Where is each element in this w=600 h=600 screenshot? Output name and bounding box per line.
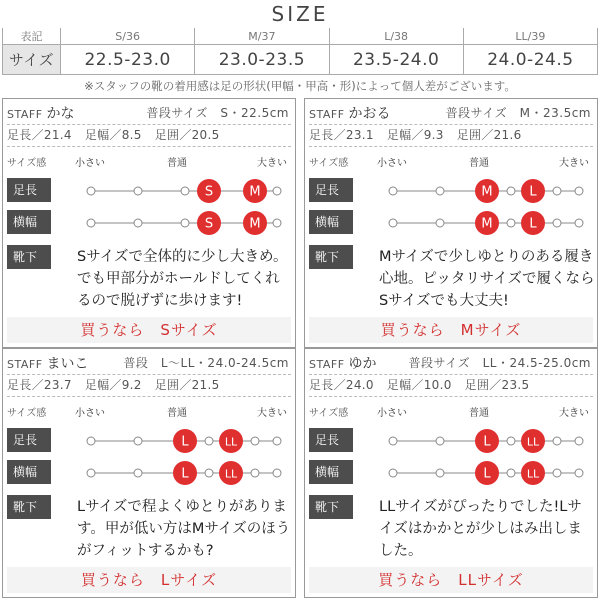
fit-row-length-label: 足長 (7, 428, 51, 452)
staff-card (2, 98, 296, 348)
usual-size: 普段サイズ M・23.5cm (445, 106, 591, 120)
size-marker-label: L (181, 434, 189, 450)
scale-dot (553, 219, 561, 227)
fit-row-length-label: 足長 (309, 178, 353, 202)
scale-dot (507, 187, 515, 195)
fit-section-label: サイズ感 (7, 408, 47, 419)
fit-row-length (309, 427, 593, 455)
size-table-value-row (3, 45, 598, 75)
foot-width: 足幅／9.3 (386, 128, 444, 142)
scale-dot (134, 187, 142, 195)
scale-small-label: 小さい (75, 158, 105, 169)
scale-dot (575, 187, 583, 195)
staff-name: かおる (348, 106, 391, 122)
fit-row-width-label: 横幅 (309, 210, 353, 234)
scale-dot (553, 187, 561, 195)
scale-dot (389, 187, 397, 195)
foot-length: 足長／21.4 (7, 128, 72, 142)
fit-row-length-scale (51, 427, 291, 455)
comment-text: Mサイズで少しゆとりのある履き心地。ピッタリサイズで履くならSサイズでも大丈夫! (379, 249, 595, 309)
scale-dot (575, 469, 583, 477)
staff-card (304, 98, 598, 348)
scale-normal-label: 普通 (167, 158, 187, 169)
scale-dot (273, 437, 281, 445)
fit-row-width-scale (353, 209, 593, 237)
scale-dot (507, 437, 515, 445)
scale-large-label: 大きい (559, 408, 589, 419)
fit-row-length (7, 177, 291, 205)
staff-comment (309, 245, 593, 313)
scale-dot (134, 219, 142, 227)
size-range: 24.0-24.5 (463, 45, 597, 75)
size-column-label: LL/39 (463, 28, 597, 45)
recommended-size: 買うなら Sサイズ (7, 317, 291, 343)
scale-dot (436, 219, 444, 227)
foot-measurements (7, 376, 291, 394)
size-marker (173, 461, 197, 485)
scale-large-label: 大きい (559, 158, 589, 169)
foot-measurements (309, 126, 593, 144)
scale-dot (389, 437, 397, 445)
page-title: SIZE (271, 2, 329, 26)
scale-dot (205, 437, 213, 445)
staff-tag: STAFF (309, 108, 345, 121)
size-range: 23.0-23.5 (195, 45, 329, 75)
usual-size: 普段 L～LL・24.0-24.5cm (123, 356, 289, 370)
foot-width: 足幅／8.5 (84, 128, 142, 142)
scale-dot (389, 469, 397, 477)
fit-row-width-label: 横幅 (7, 460, 51, 484)
size-table-header-label: 表記 (3, 28, 61, 45)
size-marker (521, 461, 545, 485)
scale-dot (273, 219, 281, 227)
size-marker (197, 179, 221, 203)
size-marker-label: L (483, 466, 491, 482)
scale-large-label: 大きい (257, 408, 287, 419)
size-marker-label: L (529, 216, 537, 232)
size-marker-label: LL (526, 467, 540, 481)
fit-row-length-scale (353, 427, 593, 455)
size-marker-label: M (249, 216, 261, 232)
scale-dot (507, 469, 515, 477)
fit-row-length (7, 427, 291, 455)
scale-dot (87, 469, 95, 477)
divider (309, 396, 593, 397)
scale-dot (273, 187, 281, 195)
scale-dot (436, 187, 444, 195)
size-marker (521, 211, 545, 235)
size-marker-label: S (204, 216, 214, 232)
foot-length: 足長／23.1 (309, 128, 374, 142)
scale-dot (251, 437, 259, 445)
scale-small-label: 小さい (377, 408, 407, 419)
scale-dot (507, 219, 515, 227)
foot-girth: 足囲／21.6 (456, 128, 522, 142)
fit-row-width-scale (51, 209, 291, 237)
staff-tag: STAFF (7, 358, 43, 371)
fit-scale-labels (309, 154, 593, 170)
sock-label: 靴下 (309, 495, 353, 519)
fit-row-length (309, 177, 593, 205)
divider (7, 124, 291, 125)
fit-row-width (7, 209, 291, 237)
size-marker-label: M (249, 184, 261, 200)
scale-dot (205, 469, 213, 477)
fit-row-length-label: 足長 (309, 428, 353, 452)
size-marker (521, 429, 545, 453)
size-marker (475, 429, 499, 453)
size-marker-label: M (481, 216, 493, 232)
fit-scale-labels (7, 154, 291, 170)
size-table-row-label: サイズ (3, 45, 61, 75)
foot-measurements (7, 126, 291, 144)
fit-row-width (309, 209, 593, 237)
staff-comment (7, 495, 291, 563)
staff-header (7, 353, 291, 375)
staff-header (309, 353, 593, 375)
scale-dot (553, 469, 561, 477)
scale-dot (87, 187, 95, 195)
size-marker (243, 211, 267, 235)
fit-row-width-scale (51, 459, 291, 487)
recommended-size: 買うなら Lサイズ (7, 567, 291, 593)
foot-girth: 足囲／23.5 (464, 378, 530, 392)
foot-measurements (309, 376, 593, 394)
scale-dot (134, 437, 142, 445)
fit-row-width (7, 459, 291, 487)
fit-row-width-label: 横幅 (309, 460, 353, 484)
size-range: 23.5-24.0 (329, 45, 463, 75)
foot-length: 足長／23.7 (7, 378, 72, 392)
foot-width: 足幅／10.0 (386, 378, 452, 392)
size-marker (521, 179, 545, 203)
sock-label: 靴下 (309, 245, 353, 269)
size-column-label: L/38 (329, 28, 463, 45)
scale-large-label: 大きい (257, 158, 287, 169)
size-column-label: M/37 (195, 28, 329, 45)
recommended-size: 買うなら LLサイズ (309, 567, 593, 593)
scale-dot (273, 469, 281, 477)
scale-small-label: 小さい (377, 158, 407, 169)
usual-size: 普段サイズ LL・24.5-25.0cm (408, 356, 591, 370)
size-marker-label: L (529, 184, 537, 200)
fit-disclaimer: ※スタッフの靴の着用感は足の形状(甲幅・甲高・形)によって個人差がございます。 (84, 79, 516, 93)
divider (7, 146, 291, 147)
scale-dot (87, 219, 95, 227)
size-marker-label: LL (224, 435, 238, 449)
staff-header (309, 103, 593, 125)
staff-tag: STAFF (7, 108, 43, 121)
size-marker-label: M (481, 184, 493, 200)
divider (309, 124, 593, 125)
size-marker (197, 211, 221, 235)
divider (7, 374, 291, 375)
fit-row-width (309, 459, 593, 487)
foot-width: 足幅／9.2 (84, 378, 142, 392)
scale-normal-label: 普通 (167, 408, 187, 419)
size-marker (219, 461, 243, 485)
staff-comment (7, 245, 291, 313)
fit-row-width-scale (353, 459, 593, 487)
divider (7, 396, 291, 397)
staff-name: まいこ (46, 356, 89, 372)
foot-length: 足長／24.0 (309, 378, 374, 392)
size-marker (219, 429, 243, 453)
size-table-header-row (3, 28, 598, 45)
scale-dot (389, 219, 397, 227)
size-marker (243, 179, 267, 203)
scale-normal-label: 普通 (469, 408, 489, 419)
divider (309, 146, 593, 147)
sock-label: 靴下 (7, 495, 51, 519)
staff-name: ゆか (348, 356, 377, 372)
size-range: 22.5-23.0 (61, 45, 195, 75)
staff-comment (309, 495, 593, 563)
scale-dot (436, 437, 444, 445)
recommended-size: 買うなら Mサイズ (309, 317, 593, 343)
scale-dot (134, 469, 142, 477)
fit-row-length-scale (353, 177, 593, 205)
foot-girth: 足囲／20.5 (154, 128, 220, 142)
size-marker (475, 179, 499, 203)
scale-dot (181, 219, 189, 227)
fit-scale-labels (309, 404, 593, 420)
staff-name: かな (46, 106, 75, 122)
size-table (2, 28, 598, 75)
size-marker-label: S (204, 184, 214, 200)
staff-card (304, 348, 598, 598)
size-marker-label: LL (224, 467, 238, 481)
size-marker (475, 461, 499, 485)
comment-text: Lサイズで程よくゆとりがあります。甲が低い方はMサイズのほうがフィットするかも? (77, 499, 291, 559)
usual-size: 普段サイズ S・22.5cm (146, 106, 289, 120)
size-marker-label: L (483, 434, 491, 450)
fit-row-width-label: 横幅 (7, 210, 51, 234)
scale-dot (553, 437, 561, 445)
scale-normal-label: 普通 (469, 158, 489, 169)
scale-dot (87, 437, 95, 445)
size-marker (475, 211, 499, 235)
scale-dot (436, 469, 444, 477)
fit-scale-labels (7, 404, 291, 420)
scale-dot (251, 469, 259, 477)
scale-dot (575, 437, 583, 445)
size-marker-label: LL (526, 435, 540, 449)
sock-label: 靴下 (7, 245, 51, 269)
comment-text: Sサイズで全体的に少し大きめ。でも甲部分がホールドしてくれるので脱げずに歩けます! (77, 249, 288, 309)
size-marker-label: L (181, 466, 189, 482)
staff-tag: STAFF (309, 358, 345, 371)
scale-small-label: 小さい (75, 408, 105, 419)
divider (309, 374, 593, 375)
staff-header (7, 103, 291, 125)
size-column-label: S/36 (61, 28, 195, 45)
foot-girth: 足囲／21.5 (154, 378, 220, 392)
fit-row-length-label: 足長 (7, 178, 51, 202)
scale-dot (575, 219, 583, 227)
fit-row-length-scale (51, 177, 291, 205)
size-marker (173, 429, 197, 453)
scale-dot (181, 187, 189, 195)
fit-section-label: サイズ感 (309, 408, 349, 419)
comment-text: LLサイズがぴったりでした!Lサイズはかかとが少しはみ出しました。 (379, 499, 582, 559)
staff-card (2, 348, 296, 598)
fit-section-label: サイズ感 (309, 158, 349, 169)
fit-section-label: サイズ感 (7, 158, 47, 169)
